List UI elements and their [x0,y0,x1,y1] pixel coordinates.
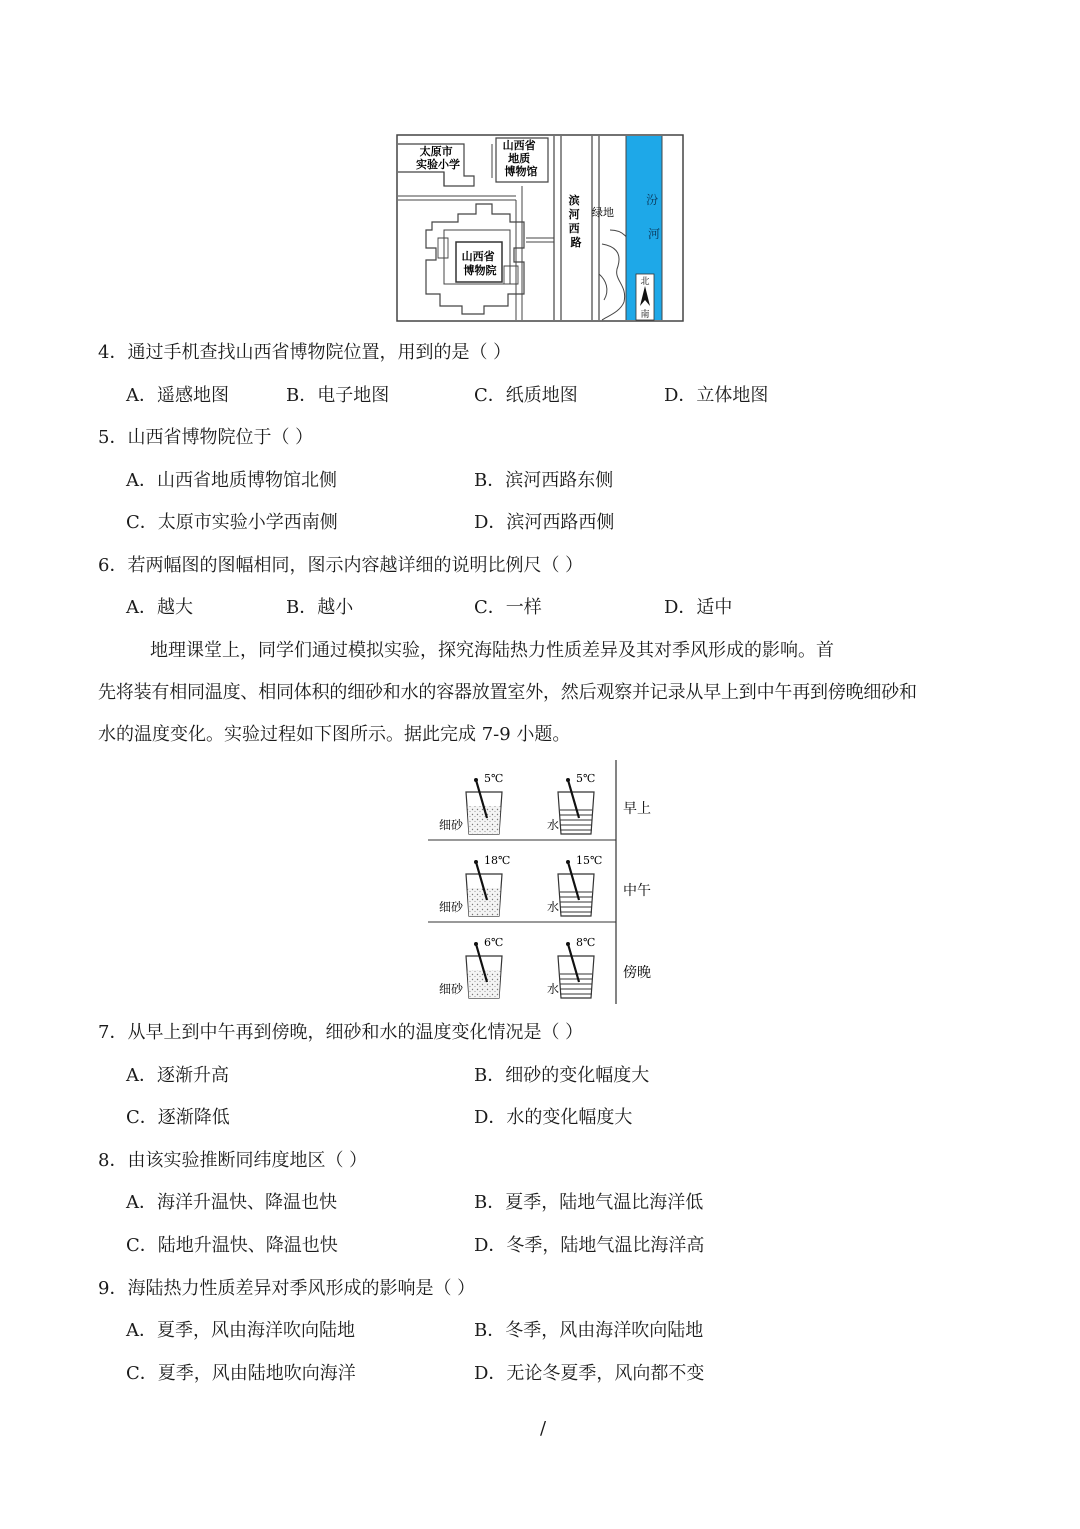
q8-option-b[interactable]: B．夏季，陆地气温比海洋低 [474,1192,704,1213]
question-8-stem: 8．由该实验推断同纬度地区（ ） [98,1150,368,1171]
map-label-river: 汾 河 [646,193,661,241]
q8-option-c[interactable]: C．陆地升温快、降温也快 [126,1235,338,1256]
q4-option-b[interactable]: B．电子地图 [286,385,390,406]
q4-option-c[interactable]: C．纸质地图 [474,385,578,406]
q9-option-a[interactable]: A．夏季，风由海洋吹向陆地 [126,1320,355,1341]
water-label: 水 [547,900,560,914]
location-map [396,134,686,324]
q7-option-b[interactable]: B．细砂的变化幅度大 [474,1065,650,1086]
q6-option-d[interactable]: D．适中 [664,597,733,618]
water-label: 水 [547,982,560,996]
page-number-mark: / [540,1418,547,1439]
q6-option-c[interactable]: C．一样 [474,597,542,618]
q6-option-b[interactable]: B．越小 [286,597,354,618]
map-label-road: 滨 河 西 路 [568,194,582,249]
sand-label: 细砂 [439,818,464,832]
sand-temp-label: 6℃ [484,936,504,949]
water-label: 水 [547,818,560,832]
north-label: 北 [640,277,650,287]
passage-line-3: 水的温度变化。实验过程如下图所示。据此完成 7-9 小题。 [98,724,571,745]
q5-option-c[interactable]: C．太原市实验小学西南侧 [126,512,338,533]
q9-option-b[interactable]: B．冬季，风由海洋吹向陆地 [474,1320,704,1341]
q7-option-d[interactable]: D．水的变化幅度大 [474,1107,633,1128]
sand-label: 细砂 [439,982,464,996]
sand-temp-label: 18℃ [484,854,511,867]
water-temp-label: 5℃ [576,772,596,785]
water-beaker-0 [558,778,594,834]
q8-option-d[interactable]: D．冬季，陆地气温比海洋高 [474,1235,705,1256]
passage-line-2: 先将装有相同温度、相同体积的细砂和水的容器放置室外，然后观察并记录从早上到中午再到傍晚细砂和 [98,682,917,703]
question-9-stem: 9．海陆热力性质差异对季风形成的影响是（ ） [98,1278,476,1299]
time-label: 傍晚 [623,965,651,981]
q5-option-d[interactable]: D．滨河西路西侧 [474,512,615,533]
water-beaker-2 [558,942,594,998]
sand-label: 细砂 [439,900,464,914]
question-6-stem: 6．若两幅图的图幅相同，图示内容越详细的说明比例尺（ ） [98,555,584,576]
q7-option-c[interactable]: C．逐渐降低 [126,1107,230,1128]
map-label-school: 太原市 实验小学 [416,145,460,171]
q8-option-a[interactable]: A．海洋升温快、降温也快 [126,1192,337,1213]
south-label: 南 [640,310,650,320]
sand-temp-label: 5℃ [484,772,504,785]
map-label-geo-museum: 山西省 地质 博物馆 [502,139,538,178]
q4-option-a[interactable]: A．遥感地图 [126,385,229,406]
time-label: 早上 [623,801,651,817]
sand-beaker-1 [466,860,502,916]
q9-option-c[interactable]: C．夏季，风由陆地吹向海洋 [126,1363,356,1384]
water-temp-label: 8℃ [576,936,596,949]
water-temp-label: 15℃ [576,854,603,867]
question-5-stem: 5．山西省博物院位于（ ） [98,427,314,448]
q9-option-d[interactable]: D．无论冬夏季，风向都不变 [474,1363,705,1384]
map-label-museum: 山西省 博物院 [461,250,497,277]
q5-option-b[interactable]: B．滨河西路东侧 [474,470,614,491]
sand-beaker-0 [466,778,502,834]
experiment-figure [426,758,658,1006]
map-label-green: 绿地 [592,206,614,219]
q4-option-d[interactable]: D．立体地图 [664,385,769,406]
passage-line-1: 地理课堂上，同学们通过模拟实验，探究海陆热力性质差异及其对季风形成的影响。首 [150,640,834,661]
q5-option-a[interactable]: A．山西省地质博物馆北侧 [126,470,337,491]
q7-option-a[interactable]: A．逐渐升高 [126,1065,229,1086]
q6-option-a[interactable]: A．越大 [126,597,193,618]
time-label: 中午 [623,883,651,899]
water-beaker-1 [558,860,594,916]
question-4-stem: 4．通过手机查找山西省博物院位置，用到的是（ ） [98,342,512,363]
sand-beaker-2 [466,942,502,998]
question-7-stem: 7．从早上到中午再到傍晚，细砂和水的温度变化情况是（ ） [98,1022,584,1043]
